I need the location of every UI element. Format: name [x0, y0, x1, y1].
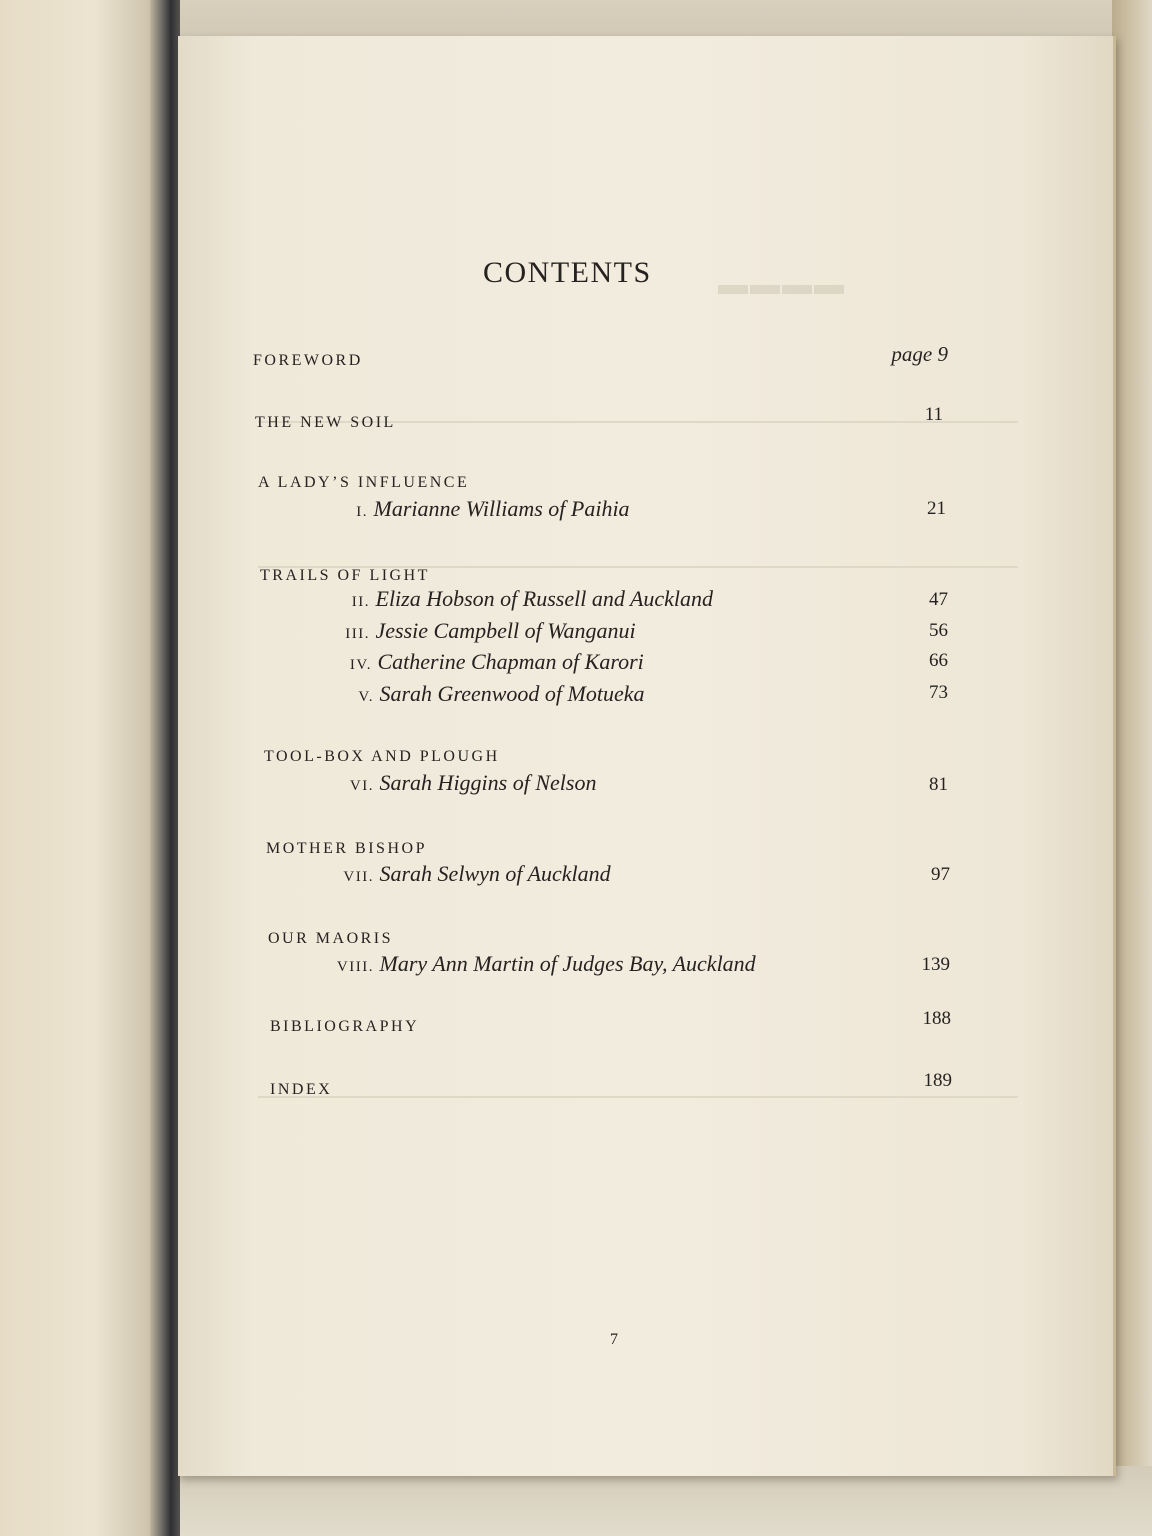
- chapter-page: 56: [929, 620, 948, 641]
- chapter-number: I.: [356, 504, 368, 520]
- contents-page: [178, 36, 1116, 1476]
- chapter-number: III.: [345, 626, 370, 642]
- chapter-entry: [312, 770, 596, 796]
- chapter-number: VIII.: [336, 959, 374, 975]
- page-number: 7: [610, 1331, 618, 1348]
- book-gutter: [150, 0, 180, 1536]
- chapter-title: Catherine Chapman of Karori: [377, 649, 644, 674]
- foreword-label: FOREWORD: [253, 352, 363, 369]
- index-label: INDEX: [270, 1081, 333, 1098]
- section-label: OUR MAORIS: [268, 930, 394, 947]
- foreword-page: page 9: [891, 342, 948, 366]
- chapter-entry: [308, 586, 713, 612]
- chapter-page: 81: [929, 774, 948, 795]
- chapter-entry: [328, 496, 630, 522]
- bibliography-page: 188: [922, 1008, 951, 1029]
- section-label: TOOL-BOX AND PLOUGH: [264, 748, 500, 765]
- chapter-page: 47: [929, 589, 948, 610]
- chapter-number: VII.: [343, 869, 374, 885]
- left-page: [0, 0, 170, 1536]
- chapter-title: Marianne Williams of Paihia: [373, 496, 630, 521]
- chapter-page: 66: [929, 650, 948, 671]
- chapter-title: Mary Ann Martin of Judges Bay, Auckland: [379, 951, 756, 976]
- chapter-title: Sarah Higgins of Nelson: [379, 770, 597, 795]
- cover-board-bottom: [150, 1466, 1152, 1536]
- page-title: CONTENTS: [483, 256, 652, 289]
- new-soil-page: 11: [924, 404, 943, 425]
- chapter-entry: [312, 681, 644, 707]
- new-soil-label: THE NEW SOIL: [255, 414, 396, 431]
- chapter-page: 21: [927, 498, 946, 519]
- chapter-entry: [308, 861, 611, 887]
- chapter-title: Eliza Hobson of Russell and Auckland: [375, 586, 714, 611]
- chapter-entry: [308, 618, 636, 644]
- show-through-heading: ▬▬▬▬: [718, 268, 846, 301]
- chapter-entry: [310, 649, 644, 675]
- chapter-number: IV.: [349, 657, 372, 673]
- chapter-number: VI.: [349, 778, 374, 794]
- chapter-title: Sarah Selwyn of Auckland: [379, 861, 611, 886]
- chapter-page: 73: [929, 682, 948, 703]
- chapter-entry: [308, 951, 756, 977]
- chapter-page: 139: [921, 954, 950, 975]
- chapter-title: Sarah Greenwood of Motueka: [379, 681, 645, 706]
- section-label: A LADY’S INFLUENCE: [258, 474, 470, 491]
- chapter-number: II.: [351, 594, 370, 610]
- chapter-number: V.: [358, 689, 374, 705]
- chapter-title: Jessie Campbell of Wanganui: [375, 618, 636, 643]
- bibliography-label: BIBLIOGRAPHY: [270, 1018, 420, 1035]
- index-page: 189: [923, 1070, 952, 1091]
- cover-board-right: [1112, 0, 1152, 1536]
- contents-text: [178, 36, 1113, 1476]
- section-label: MOTHER BISHOP: [266, 840, 427, 857]
- chapter-page: 97: [931, 864, 950, 885]
- section-label: TRAILS OF LIGHT: [260, 567, 430, 584]
